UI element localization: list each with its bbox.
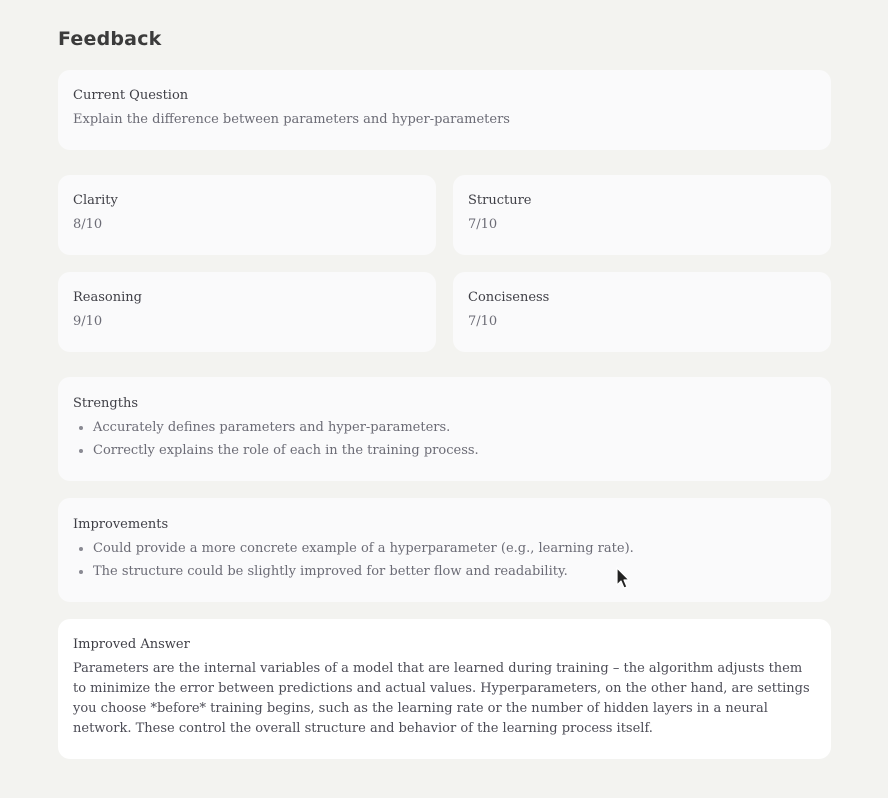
improvements-list — [73, 537, 816, 583]
score-value: 8/10 — [73, 217, 103, 232]
strengths-label: Strengths — [73, 396, 138, 411]
score-value: 7/10 — [468, 217, 498, 232]
current-question-label: Current Question — [73, 88, 189, 103]
score-label: Structure — [468, 193, 532, 208]
mouse-pointer-icon — [616, 567, 632, 591]
score-card-clarity — [58, 175, 436, 255]
score-value: 9/10 — [73, 314, 103, 329]
score-label: Conciseness — [468, 290, 550, 305]
page-title: Feedback — [58, 28, 162, 50]
improvements-label: Improvements — [73, 517, 169, 532]
list-item: Accurately defines parameters and hyper-parameters. — [73, 416, 816, 439]
strengths-card — [58, 377, 831, 481]
strengths-list — [73, 416, 816, 462]
score-label: Clarity — [73, 193, 118, 208]
current-question-text: Explain the difference between parameters and hyper-parameters — [73, 112, 510, 127]
improved-answer-card — [58, 619, 831, 759]
score-value: 7/10 — [468, 314, 498, 329]
improved-answer-text: Parameters are the internal variables of a model that are learned during training – the algorithm adjusts them to minimize the error between predictions and actual values. Hyperparameters, on the other hand, are settings you choose *before* training begins, such as the learning rate or the number of hidden layers in a neural network. These control the overall structure and behavior of the learning process itself. — [73, 661, 810, 736]
score-card-structure — [453, 175, 831, 255]
score-label: Reasoning — [73, 290, 142, 305]
improvements-card — [58, 498, 831, 602]
improved-answer-label: Improved Answer — [73, 637, 190, 652]
current-question-card — [58, 70, 831, 150]
score-card-conciseness — [453, 272, 831, 352]
score-card-reasoning — [58, 272, 436, 352]
list-item: Correctly explains the role of each in the training process. — [73, 439, 816, 462]
list-item: The structure could be slightly improved for better flow and readability. — [73, 560, 816, 583]
list-item: Could provide a more concrete example of a hyperparameter (e.g., learning rate). — [73, 537, 816, 560]
